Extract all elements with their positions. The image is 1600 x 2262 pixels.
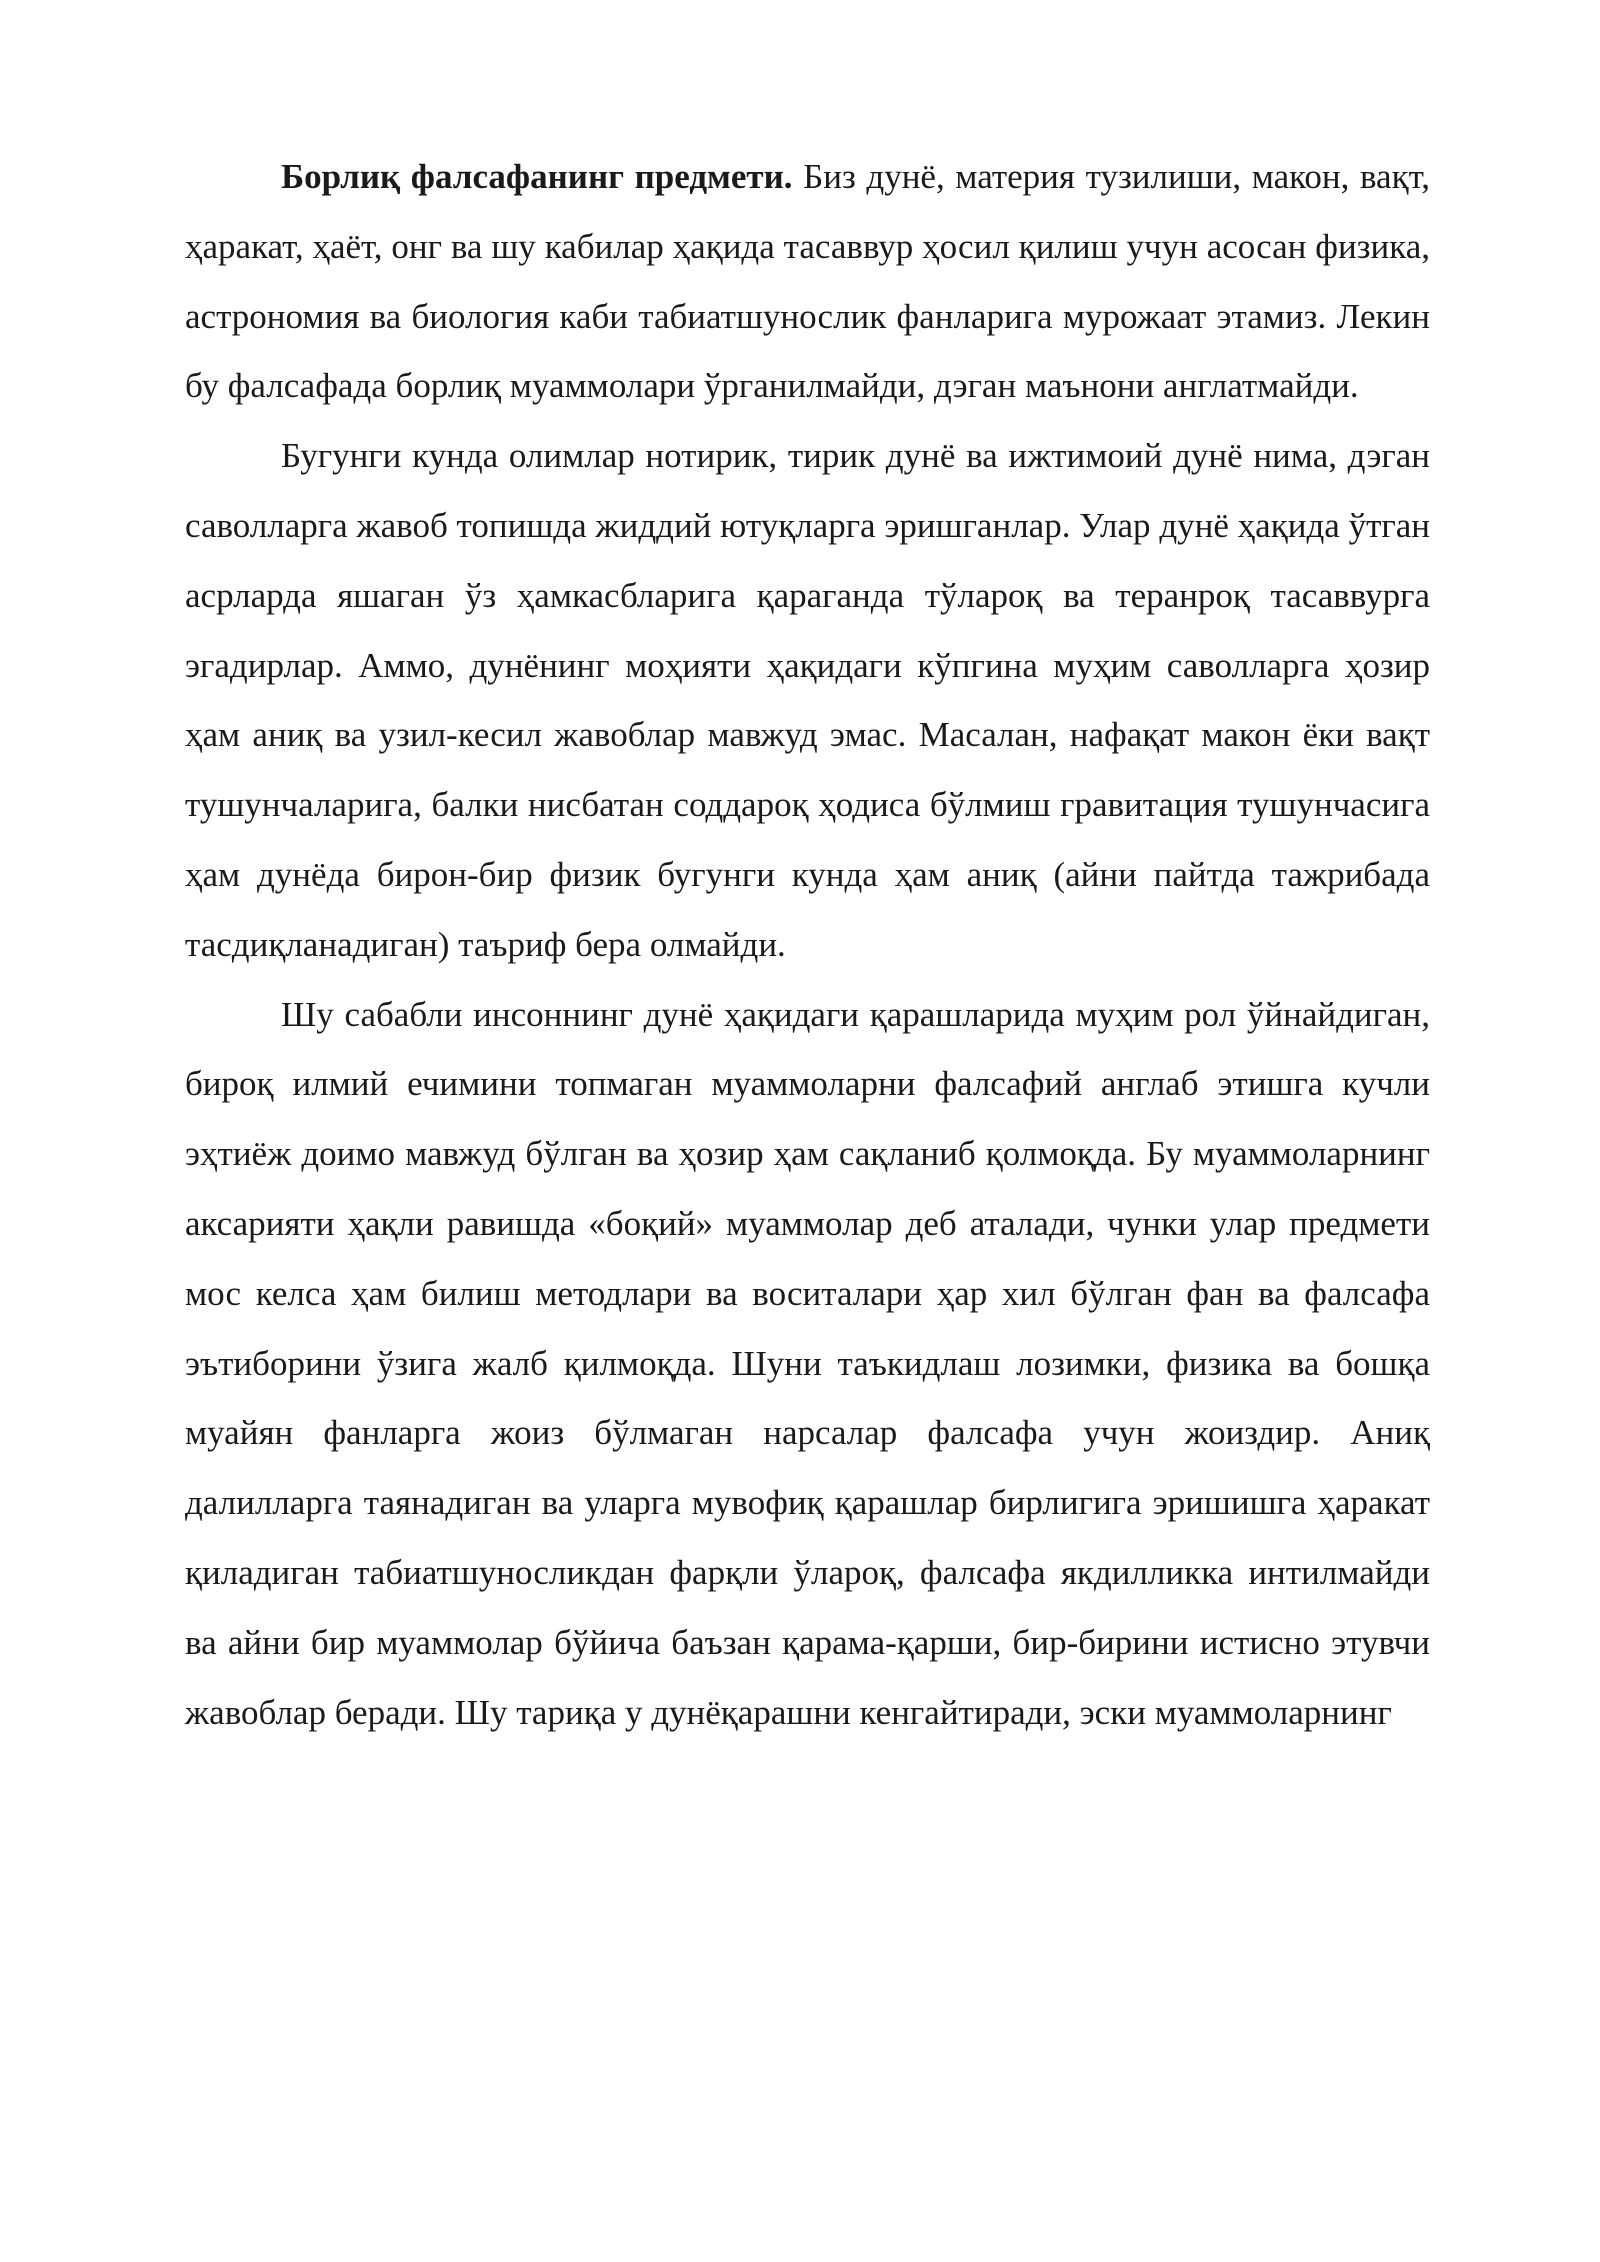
paragraph-2	[185, 421, 1430, 979]
paragraph-1	[185, 142, 1430, 421]
section-heading: Борлиқ фалсафанинг предмети.	[281, 157, 793, 196]
paragraph-1-text: Биз дунё, материя тузилиши, макон, вақт, ҳаракат, ҳаёт, онг ва шу кабилар ҳақида тасаввур ҳосил қилиш учун асосан физика, астрономия ва биология каби табиатшунослик фанларига мурожаат этамиз. Лекин бу фалсафада борлиқ муаммолари ўрганилмайди, дэган маънони англатмайди.	[185, 157, 1430, 406]
document-body	[185, 142, 1430, 1747]
paragraph-3	[185, 980, 1430, 1748]
paragraph-3-text: Шу сабабли инсоннинг дунё ҳақидаги қарашларида муҳим рол ўйнайдиган, бироқ илмий ечимини топмаган муаммоларни фалсафий англаб этишга кучли эҳтиёж доимо мавжуд бўлган ва ҳозир ҳам сақланиб қолмоқда. Бу муаммоларнинг аксарияти ҳақли равишда «боқий» муаммолар деб аталади, чунки улар предмети мос келса ҳам билиш методлари ва воситалари ҳар хил бўлган фан ва фалсафа эътиборини ўзига жалб қилмоқда. Шуни таъкидлаш лозимки, физика ва бошқа муайян фанларга жоиз бўлмаган нарсалар фалсафа учун жоиздир. Аниқ далилларга таянадиган ва уларга мувофиқ қарашлар бирлигига эришишга ҳаракат қиладиган табиатшуносликдан фарқли ўлароқ, фалсафа якдилликка интилмайди ва айни бир муаммолар бўйича баъзан қарама-қарши, бир-бирини истисно этувчи жавоблар беради. Шу тариқа у дунёқарашни кенгайтиради, эски муаммоларнинг	[185, 994, 1430, 1732]
paragraph-2-text: Бугунги кунда олимлар нотирик, тирик дунё ва ижтимоий дунё нима, дэган саволларга жавоб топишда жиддий ютуқларга эришганлар. Улар дунё ҳақида ўтган асрларда яшаган ўз ҳамкасбларига қараганда тўлароқ ва теранроқ тасаввурга эгадирлар. Аммо, дунёнинг моҳияти ҳақидаги кўпгина муҳим саволларга ҳозир ҳам аниқ ва узил-кесил жавоблар мавжуд эмас. Масалан, нафақат макон ёки вақт тушунчаларига, балки нисбатан соддароқ ҳодиса бўлмиш гравитация тушунчасига ҳам дунёда бирон-бир физик бугунги кунда ҳам аниқ (айни пайтда тажрибада тасдиқланадиган) таъриф бера олмайди.	[185, 436, 1430, 964]
